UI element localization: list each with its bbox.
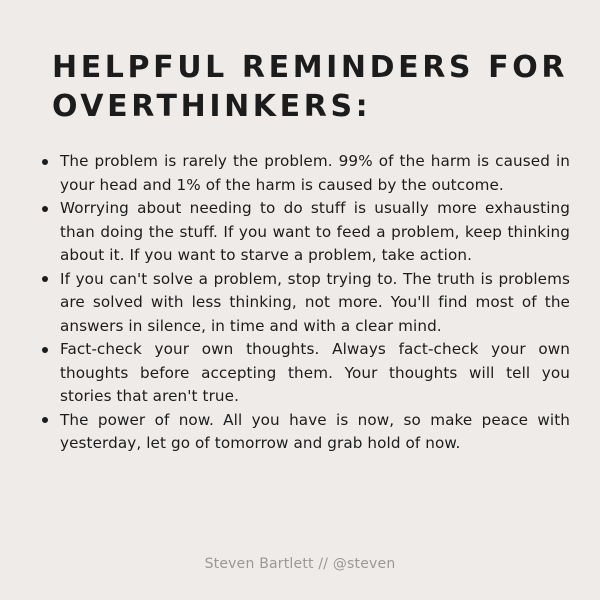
reminder-text: The power of now. All you have is now, so make peace with yesterday, let go of tomorrow and grab hold of now. [60, 410, 570, 452]
page-title: HELPFUL REMINDERS FOR OVERTHINKERS: [52, 50, 569, 124]
list-item [42, 197, 570, 268]
attribution: Steven Bartlett // @steven [204, 556, 396, 572]
bullet-icon [42, 159, 48, 165]
reminder-text: If you can't solve a problem, stop trying to. The truth is problems are solved with less thinking, not more. You'll find most of the answers in silence, in time and with a clear mind. [60, 269, 570, 335]
list-item [42, 409, 570, 456]
bullet-icon [42, 347, 48, 353]
list-item [42, 268, 570, 339]
list-item [42, 338, 570, 409]
bullet-icon [42, 206, 48, 212]
list-item [42, 150, 570, 197]
reminder-text: Fact-check your own thoughts. Always fact-check your own thoughts before accepting them. Your thoughts will tell you stories that aren't true. [60, 340, 570, 405]
reminder-text: Worrying about needing to do stuff is usually more exhausting than doing the stuff. If you want to feed a problem, keep thinking about it. If you want to starve a problem, take action. [60, 199, 570, 264]
reminders-list [42, 150, 570, 456]
bullet-icon [42, 276, 48, 282]
reminder-text: The problem is rarely the problem. 99% of the harm is caused in your head and 1% of the harm is caused by the outcome. [60, 152, 570, 194]
bullet-icon [42, 417, 48, 423]
